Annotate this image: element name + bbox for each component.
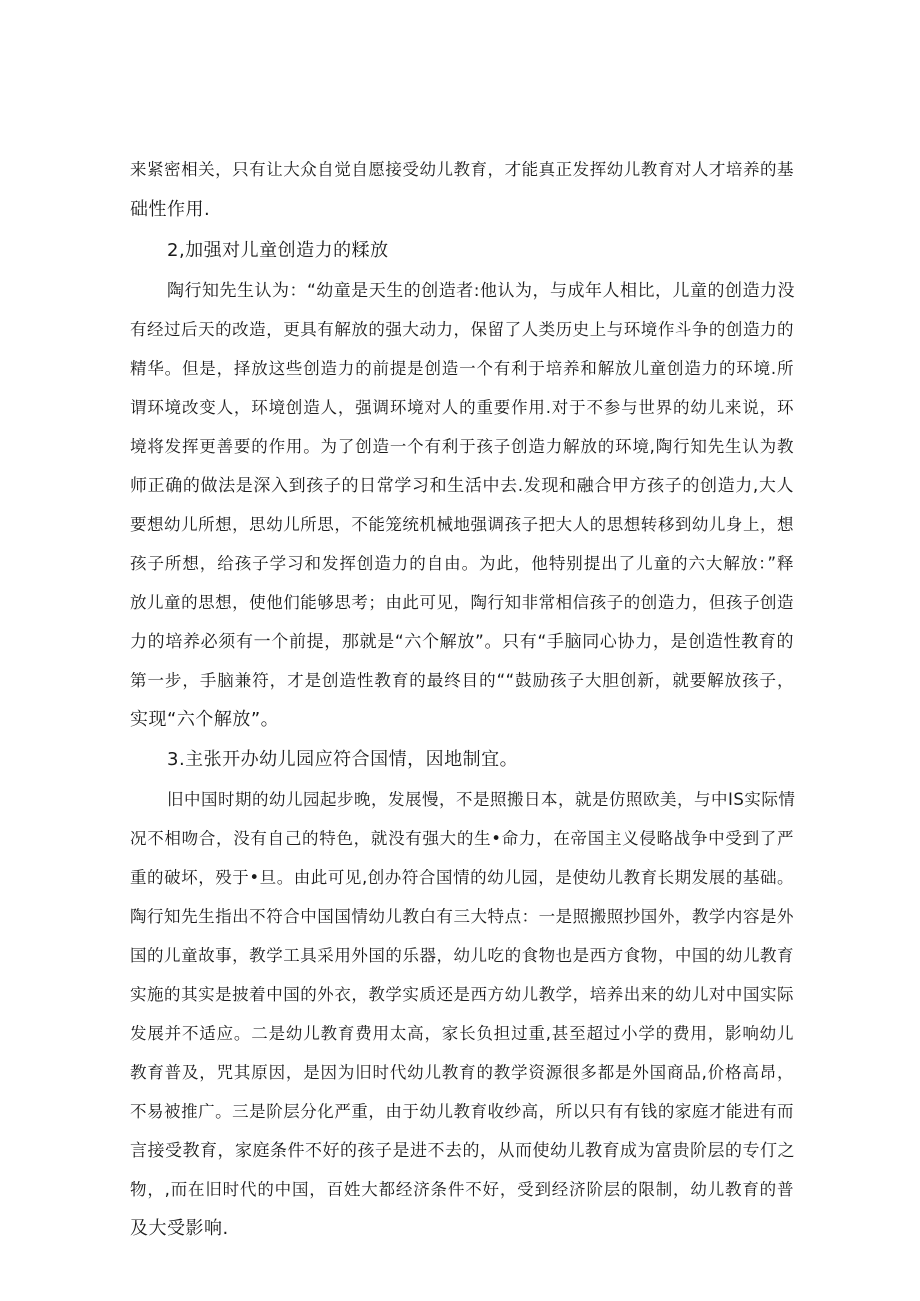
paragraph-2-line-10: 力的培养必须有一个前提，那就是“六个解放”。只有“手脑同心协力，是创造性教育的: [130, 632, 794, 652]
paragraph-3-line-4: 陶行知先生指出不符合中国国情幼儿教白有三大特点：一是照搬照抄国外，教学内容是外: [130, 907, 794, 926]
paragraph-2-line-11: 第一步，手脑兼符，才是创造性教育的最终目的““鼓励孩子大胆创新，就要解放孩子，: [130, 671, 794, 690]
paragraph-2-line-9: 放儿童的思想，使他们能够思考；由此可见，陶行知非常相信孩子的创造力，但孩子创造: [130, 593, 794, 612]
paragraph-3-line-3: 重的破坏，殁于•旦。由此可见,创办符合国情的幼儿园，是使幼儿教育长期发展的基础。: [130, 868, 794, 887]
section-heading-2: 2,加强对儿童创造力的糅放: [167, 240, 389, 261]
paragraph-3-line-7: 发展并不适应。二是幼儿教育费用太高，家长负担过重,甚至超过小学的费用，影响幼儿: [130, 1024, 794, 1043]
paragraph-2-line-5: 境将发挥更善要的作用。为了创造一个有利于孩子创造力解放的环境,陶行知先生认为教: [130, 437, 794, 456]
paragraph-2-line-8: 孩子所想，给孩子学习和发挥创造力的自由。为此，他特别提出了儿童的六大解放：”释: [130, 554, 794, 573]
paragraph-2-line-2: 有经过后天的改造，更具有解放的强大动力，保留了人类历史上与环境作斗争的创造力的: [130, 320, 794, 339]
paragraph-3-line-1: 旧中国时期的幼儿园起步晚，发展慢，不是照搬日本，就是仿照欧美，与中IS实际情: [167, 790, 796, 809]
paragraph-3-line-11: 物，,而在旧时代的中国，百姓大都经济条件不好，受到经济阶层的限制，幼儿教育的普: [130, 1180, 794, 1199]
paragraph-3-line-5: 国的儿童故事，教学工具采用外国的乐器，幼儿吃的食物也是西方食物，中国的幼儿教育: [130, 946, 794, 965]
paragraph-3-line-6: 实施的其实是披着中国的外衣，教学实质还是西方幼儿教学，培养出来的幼儿对中国实际: [130, 985, 794, 1004]
paragraph-1-line-2: 础性作用.: [130, 199, 211, 220]
paragraph-3-line-9: 不易被推广。三是阶层分化严重，由于幼儿教育收纱高，所以只有有钱的家庭才能进有而: [130, 1102, 794, 1121]
paragraph-2-line-12: 实现“六个解放”。: [130, 709, 280, 730]
paragraph-2-line-3: 精华。但是，择放这些创造力的前提是创造一个有利于培养和解放儿童创造力的环境.所: [130, 359, 794, 378]
paragraph-2-line-1: 陶行知先生认为：“幼童是天生的创造者:他认为，与成年人相比，儿童的创造力没: [167, 281, 796, 301]
paragraph-2-line-7: 要想幼儿所想，思幼儿所思，不能笼统机械地强调孩子把大人的思想转移到幼儿身上，想: [130, 515, 794, 534]
paragraph-3-line-2: 况不相吻合，没有自己的特色，就没有强大的生•命力，在帝国主义侵略战争中受到了严: [130, 829, 794, 848]
paragraph-2-line-6: 师正确的做法是深入到孩子的日常学习和生活中去.发现和融合甲方孩子的创造力,大人: [130, 476, 794, 496]
paragraph-3-line-12: 及大受影响.: [130, 1218, 229, 1239]
paragraph-1-line-1: 来紧密相关，只有让大众自觉自愿接受幼儿教育，才能真正发挥幼儿教育对人才培养的基: [130, 160, 794, 179]
paragraph-2-line-4: 谓环境改变人，环境创造人，强调环境对人的重要作用.对于不参与世界的幼儿来说，环: [130, 398, 794, 417]
paragraph-3-line-10: 言接受教育，家庭条件不好的孩子是进不去的，从而使幼儿教育成为富贵阶层的专仃之: [130, 1141, 795, 1161]
paragraph-3-line-8: 教育普及，咒其原因，是因为旧时代幼儿教育的教学资源很多都是外国商品,价格高昂，: [130, 1063, 794, 1082]
section-heading-3: 3.主张开办幼儿园应符合国情，因地制宜。: [167, 749, 519, 770]
